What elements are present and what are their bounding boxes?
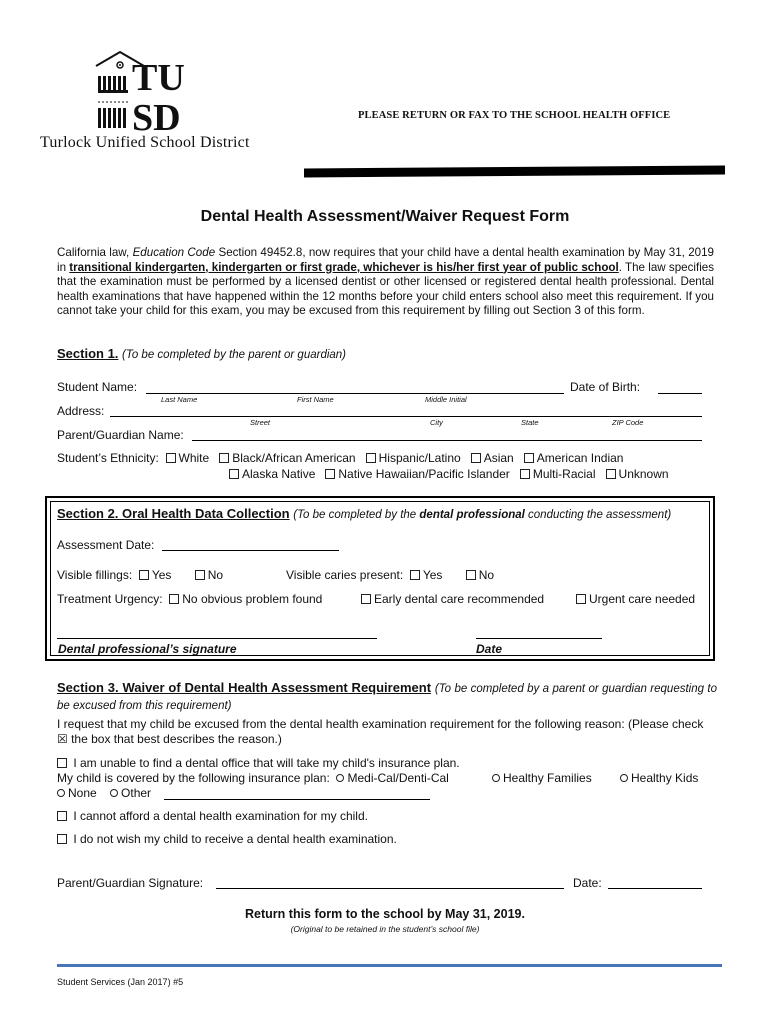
ethnicity-label: Student’s Ethnicity:: [57, 451, 159, 465]
guardian-date-field[interactable]: [608, 888, 702, 889]
dob-label: Date of Birth:: [570, 380, 641, 394]
dental-signature-field[interactable]: [57, 638, 377, 639]
sub-first-name: First Name: [297, 395, 334, 404]
guardian-signature-label: Parent/Guardian Signature:: [57, 876, 204, 890]
footer-divider: [57, 964, 722, 967]
guardian-name-field[interactable]: [192, 440, 702, 441]
reason-wish-checkbox[interactable]: [57, 834, 67, 844]
dob-field[interactable]: [658, 393, 702, 394]
section2-heading: Section 2. Oral Health Data Collection (To be completed by the dental professional conducting the assessment): [57, 506, 672, 521]
ethnicity-white-checkbox[interactable]: [166, 453, 176, 463]
insurance-healthy-families-radio[interactable]: [492, 774, 500, 782]
insurance-none-radio[interactable]: [57, 789, 65, 797]
fillings-label: Visible fillings:: [57, 568, 133, 582]
student-name-label: Student Name:: [57, 380, 138, 394]
address-label: Address:: [57, 404, 105, 418]
insurance-medi-cal-radio[interactable]: [336, 774, 344, 782]
logo-text-top: TU: [132, 57, 185, 99]
sub-zip: ZIP Code: [612, 418, 644, 427]
urgency-none-checkbox[interactable]: [169, 594, 179, 604]
reason-afford-checkbox[interactable]: [57, 811, 67, 821]
urgency-urgent-checkbox[interactable]: [576, 594, 586, 604]
sub-street: Street: [250, 418, 271, 427]
guardian-date-label: Date:: [573, 876, 602, 890]
sub-city: City: [430, 418, 443, 427]
ethnicity-black-checkbox[interactable]: [219, 453, 229, 463]
district-logo: [40, 46, 220, 134]
dental-signature-label: Dental professional’s signature: [58, 642, 237, 656]
section1-heading: Section 1. (To be completed by the parent or guardian): [57, 346, 347, 361]
caries-label: Visible caries present:: [286, 568, 404, 582]
urgency-label: Treatment Urgency:: [57, 592, 163, 606]
return-deadline: Return this form to the school by May 31, 2019.: [245, 907, 525, 921]
reason-insurance-label: I am unable to find a dental office that will take my child's insurance plan.: [73, 756, 460, 770]
dental-date-label: Date: [476, 642, 503, 656]
ethnicity-row-2: Alaska Native Native Hawaiian/Pacific Islander Multi-Racial Unknown: [229, 467, 669, 481]
caries-row: Visible caries present: Yes No: [286, 568, 495, 582]
fillings-yes-checkbox[interactable]: [139, 570, 149, 580]
urgency-early-checkbox[interactable]: [361, 594, 371, 604]
ethnicity-unknown-checkbox[interactable]: [606, 469, 616, 479]
urgency-row: Treatment Urgency: No obvious problem found: [57, 592, 323, 606]
reason-afford-label: I cannot afford a dental health examination for my child.: [73, 809, 368, 823]
intro-paragraph: California law, Education Code Section 49452.8, now requires that your child have a dental health examination by May 31, 2019 in transitional kindergarten, kindergarten or first grade, whichever is his/her first year of public school. The law specifies that the examination must be performed by a licensed dentist or other licensed or registered dental health professional. Dental health examinations that have happened within the 12 months before your child enters school also meet this requirement. If you cannot take your child for this exam, you may be excused from this requirement by filling out Section 3 of this form.: [57, 246, 715, 317]
ethnicity-hawaiian-checkbox[interactable]: [325, 469, 335, 479]
assessment-date-field[interactable]: [162, 550, 339, 551]
guardian-name-label: Parent/Guardian Name:: [57, 428, 184, 442]
ethnicity-american-indian-checkbox[interactable]: [524, 453, 534, 463]
assessment-date-label: Assessment Date:: [57, 538, 155, 552]
sub-last-name: Last Name: [161, 395, 198, 404]
student-name-field[interactable]: [146, 393, 564, 394]
fillings-no-checkbox[interactable]: [195, 570, 205, 580]
reason-insurance-checkbox[interactable]: [57, 758, 67, 768]
ethnicity-hispanic-checkbox[interactable]: [366, 453, 376, 463]
guardian-signature-field[interactable]: [216, 888, 564, 889]
return-note: PLEASE RETURN OR FAX TO THE SCHOOL HEALTH OFFICE: [358, 110, 671, 121]
section3-heading: Section 3. Waiver of Dental Health Assessment Requirement (To be completed by a parent or guardian requesting to be excused from this requirement): [57, 680, 717, 712]
reason-wish-label: I do not wish my child to receive a dental health examination.: [73, 832, 397, 846]
address-field[interactable]: [110, 416, 702, 417]
ethnicity-row-1: Student’s Ethnicity: White Black/African American Hispanic/Latino Asian American Indian: [57, 451, 624, 465]
caries-no-checkbox[interactable]: [466, 570, 476, 580]
insurance-other-radio[interactable]: [110, 789, 118, 797]
header-divider-bar: [304, 166, 725, 178]
checked-box-icon: ☒: [57, 732, 68, 746]
form-title: Dental Health Assessment/Waiver Request Form: [200, 208, 570, 225]
footer-text: Student Services (Jan 2017) #5: [57, 977, 184, 987]
caries-yes-checkbox[interactable]: [410, 570, 420, 580]
ethnicity-asian-checkbox[interactable]: [471, 453, 481, 463]
sub-middle-initial: Middle Initial: [425, 395, 467, 404]
insurance-healthy-kids-radio[interactable]: [620, 774, 628, 782]
insurance-other-field[interactable]: [164, 799, 430, 800]
ethnicity-alaska-checkbox[interactable]: [229, 469, 239, 479]
sub-state: State: [521, 418, 539, 427]
fillings-row: Visible fillings: Yes No: [57, 568, 224, 582]
section3-request: I request that my child be excused from the dental health examination requirement for the following reason: (Please check ☒ the box that best describes the reason.): [57, 717, 704, 746]
district-name: Turlock Unified School District: [40, 134, 250, 151]
dental-date-field[interactable]: [476, 638, 602, 639]
logo-text-bottom: SD: [132, 97, 181, 134]
ethnicity-multiracial-checkbox[interactable]: [520, 469, 530, 479]
original-note: (Original to be retained in the student’s school file): [290, 924, 480, 934]
insurance-row: My child is covered by the following insurance plan: Medi-Cal/Denti-Cal: [57, 771, 449, 785]
